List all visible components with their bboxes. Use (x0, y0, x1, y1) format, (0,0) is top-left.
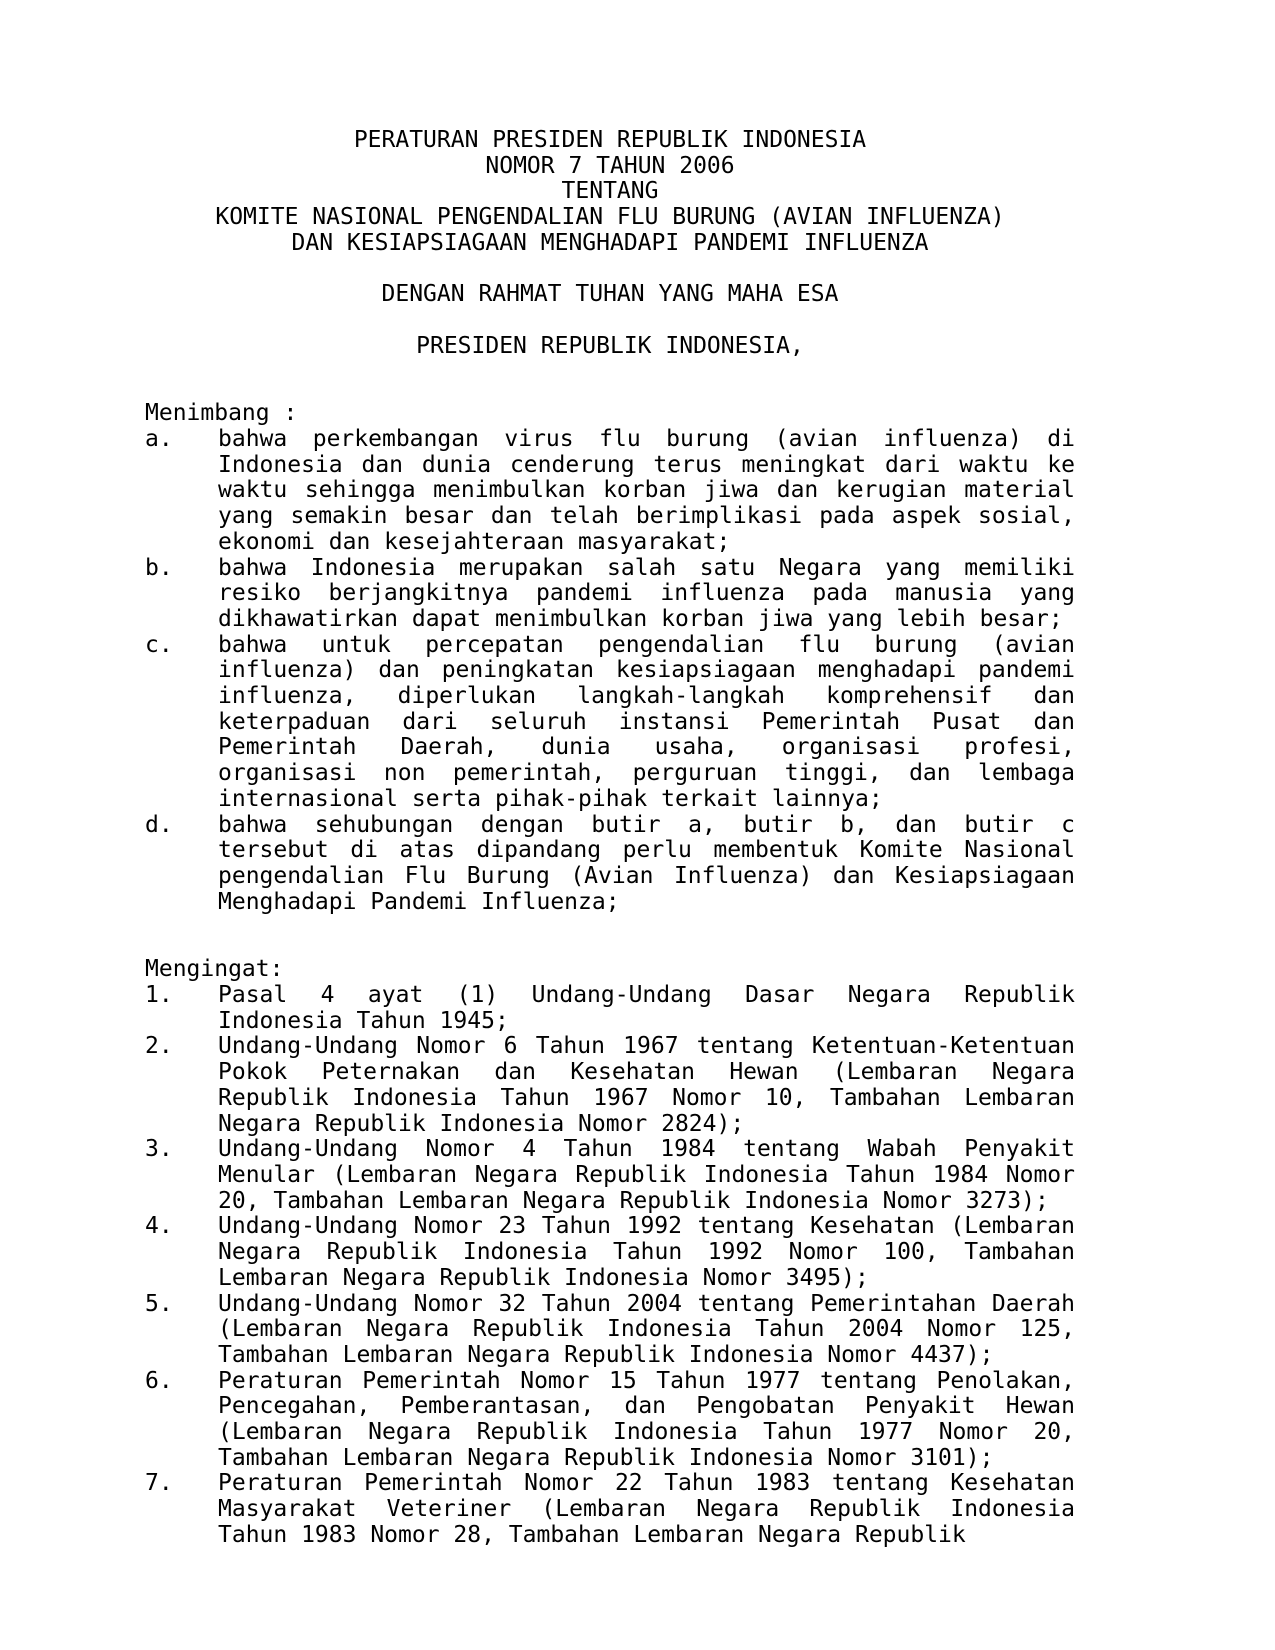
authority-line: PRESIDEN REPUBLIK INDONESIA, (416, 332, 804, 359)
item-text: Undang-Undang Nomor 32 Tahun 2004 tentang Pemerintahan Daerah (Lembaran Negara Republik Indonesia Tahun 2004 Nomor 125, Tambahan Lembaran Negara Republik Indonesia Nomor 4437); (218, 1290, 1075, 1368)
item-text: bahwa Indonesia merupakan salah satu Negara yang memiliki resiko berjangkitnya pandemi influenza pada manusia yang dikhawatirkan dapat menimbulkan korban jiwa yang lebih besar; (218, 554, 1075, 632)
title-line-1: PERATURAN PRESIDEN REPUBLIK INDONESIA (353, 127, 867, 153)
item-text: bahwa untuk percepatan pengendalian flu burung (avian influenza) dan peningkatan kesiapsiagaan menghadapi pandemi influenza, diperlukan langkah-langkah komprehensif dan keterpaduan dari seluruh instansi Pemerintah Pusat dan Pemerintah Daerah, dunia usaha, organisasi profesi, organisasi non pemerintah, perguruan tinggi, dan lembaga internasional serta pihak-pihak terkait lainnya; (218, 631, 1075, 812)
mengingat-item-2 (145, 1034, 1075, 1137)
item-marker: 7. (145, 1470, 173, 1497)
item-text: Peraturan Pemerintah Nomor 22 Tahun 1983 tentang Kesehatan Masyarakat Veteriner (Lembaran Negara Republik Indonesia Tahun 1983 Nomor 28, Tambahan Lembaran Negara Republik (218, 1470, 1075, 1548)
item-marker: 3. (145, 1136, 173, 1163)
menimbang-item-d (145, 813, 1075, 916)
item-text: Undang-Undang Nomor 23 Tahun 1992 tentang Kesehatan (Lembaran Negara Republik Indonesia Tahun 1992 Nomor 100, Tambahan Lembaran Negara Republik Indonesia Nomor 3495); (218, 1213, 1075, 1291)
item-text: Undang-Undang Nomor 6 Tahun 1967 tentang Ketentuan-Ketentuan Pokok Peternakan dan Kesehatan Hewan (Lembaran Negara Republik Indonesia Tahun 1967 Nomor 10, Tambahan Lembaran Negara Republik Indonesia Nomor 2824); (218, 1033, 1075, 1137)
mengingat-section (145, 957, 1075, 1548)
mengingat-label: Mengingat: (145, 956, 284, 983)
menimbang-item-c (145, 633, 1075, 813)
item-text: Pasal 4 ayat (1) Undang-Undang Dasar Negara Republik Indonesia Tahun 1945; (218, 982, 1075, 1034)
item-marker: 5. (145, 1290, 173, 1317)
menimbang-section (145, 401, 1075, 915)
item-marker: b. (145, 554, 173, 581)
mengingat-item-3 (145, 1137, 1075, 1214)
menimbang-item-a (145, 427, 1075, 556)
item-text: Peraturan Pemerintah Nomor 15 Tahun 1977 tentang Penolakan, Pencegahan, Pemberantasan, dan Pengobatan Penyakit Hewan (Lembaran Negara Republik Indonesia Tahun 1977 Nomor 20, Tambahan Lembaran Negara Republik Indonesia Nomor 3101); (218, 1367, 1075, 1471)
item-marker: 6. (145, 1367, 173, 1394)
mengingat-item-4 (145, 1214, 1075, 1291)
item-marker: c. (145, 631, 173, 658)
invocation-line: DENGAN RAHMAT TUHAN YANG MAHA ESA (381, 281, 839, 308)
item-marker: d. (145, 811, 173, 838)
mengingat-item-1 (145, 983, 1075, 1034)
title-line-4: KOMITE NASIONAL PENGENDALIAN FLU BURUNG (AVIAN INFLUENZA) (215, 204, 1005, 231)
mengingat-item-7 (145, 1471, 1075, 1548)
item-marker: 2. (145, 1033, 173, 1060)
item-text: bahwa sehubungan dengan butir a, butir b, dan butir c tersebut di atas dipandang perlu membentuk Komite Nasional pengendalian Flu Burung (Avian Influenza) dan Kesiapsiagaan Menghadapi Pandemi Influenza; (218, 811, 1075, 915)
menimbang-item-b (145, 556, 1075, 633)
menimbang-label: Menimbang : (145, 400, 298, 427)
title-line-2: NOMOR 7 TAHUN 2006 (485, 152, 735, 179)
mengingat-item-6 (145, 1369, 1075, 1472)
mengingat-item-5 (145, 1292, 1075, 1369)
title-line-5: DAN KESIAPSIAGAAN MENGHADAPI PANDEMI INFLUENZA (291, 229, 929, 256)
item-marker: 1. (145, 982, 173, 1009)
document-title (145, 128, 1075, 257)
title-line-3: TENTANG (561, 178, 659, 205)
item-marker: a. (145, 426, 173, 452)
item-marker: 4. (145, 1213, 173, 1240)
item-text: bahwa perkembangan virus flu burung (avian influenza) di Indonesia dan dunia cenderung terus meningkat dari waktu ke waktu sehingga menimbulkan korban jiwa dan kerugian material yang semakin besar dan telah berimplikasi pada aspek sosial, ekonomi dan kesejahteraan masyarakat; (218, 426, 1075, 555)
item-text: Undang-Undang Nomor 4 Tahun 1984 tentang Wabah Penyakit Menular (Lembaran Negara Republik Indonesia Tahun 1984 Nomor 20, Tambahan Lembaran Negara Republik Indonesia Nomor 3273); (218, 1136, 1075, 1214)
